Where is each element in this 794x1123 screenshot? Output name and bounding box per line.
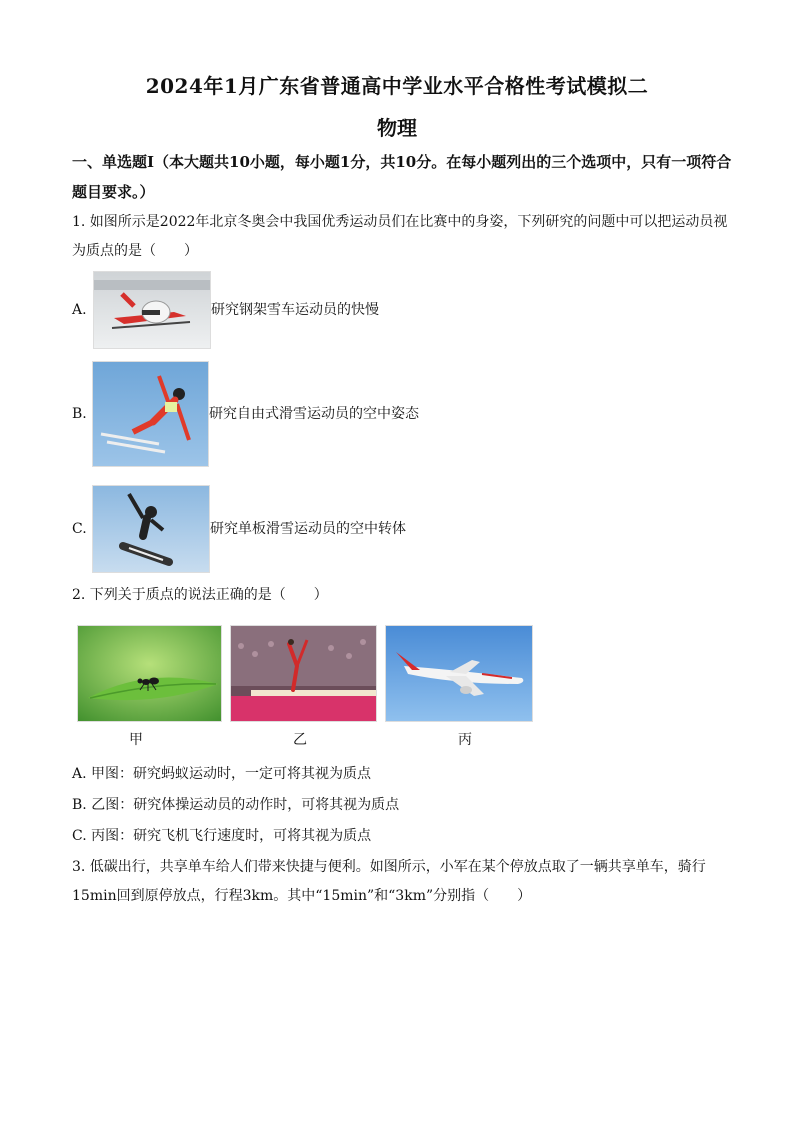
q1-option-b-text: 研究自由式滑雪运动员的空中姿态 — [209, 406, 419, 422]
q1-option-c-letter: C. — [72, 521, 87, 537]
question-2-stem: 2. 下列关于质点的说法正确的是（ ） — [72, 587, 328, 603]
q1-option-a-letter: A. — [72, 302, 87, 318]
question-1-stem: 1. 如图所示是2022年北京冬奥会中我国优秀运动员们在比赛中的身姿，下列研究的问题中可以把运动员视为质点的是（ ） — [72, 214, 728, 259]
caption-bing: 丙 — [458, 732, 472, 748]
q2-option-a: A. 甲图：研究蚂蚁运动时，一定可将其视为质点 — [72, 766, 372, 782]
q1-option-a-text: 研究钢架雪车运动员的快慢 — [211, 302, 379, 318]
snowboarder-image — [92, 485, 210, 573]
question-3-stem: 3. 低碳出行，共享单车给人们带来快捷与便利。如图所示，小军在某个停放点取了一辆共享单车，骑行15min回到原停放点，行程3km。其中“15min”和“3km”分别指（ ） — [72, 859, 706, 904]
caption-jia: 甲 — [129, 732, 143, 748]
gymnast-beam-image — [230, 625, 377, 722]
ant-on-leaf-image — [77, 625, 222, 722]
caption-yi: 乙 — [293, 732, 307, 748]
subject-title: 物理 — [377, 116, 417, 140]
q2-option-b: B. 乙图：研究体操运动员的动作时，可将其视为质点 — [72, 797, 400, 813]
freestyle-skier-image — [92, 361, 209, 467]
q1-option-c-text: 研究单板滑雪运动员的空中转体 — [210, 521, 406, 537]
exam-title: 2024年1月广东省普通高中学业水平合格性考试模拟二 — [145, 74, 649, 98]
skeleton-sled-image — [93, 271, 211, 349]
q1-option-b-letter: B. — [72, 406, 87, 422]
airplane-image — [385, 625, 533, 722]
q2-option-c: C. 丙图：研究飞机飞行速度时，可将其视为质点 — [72, 828, 372, 844]
section-heading: 一、单选题I（本大题共10小题，每小题1分，共10分。在每小题列出的三个选项中，只有一项符合题目要求。） — [72, 153, 732, 201]
